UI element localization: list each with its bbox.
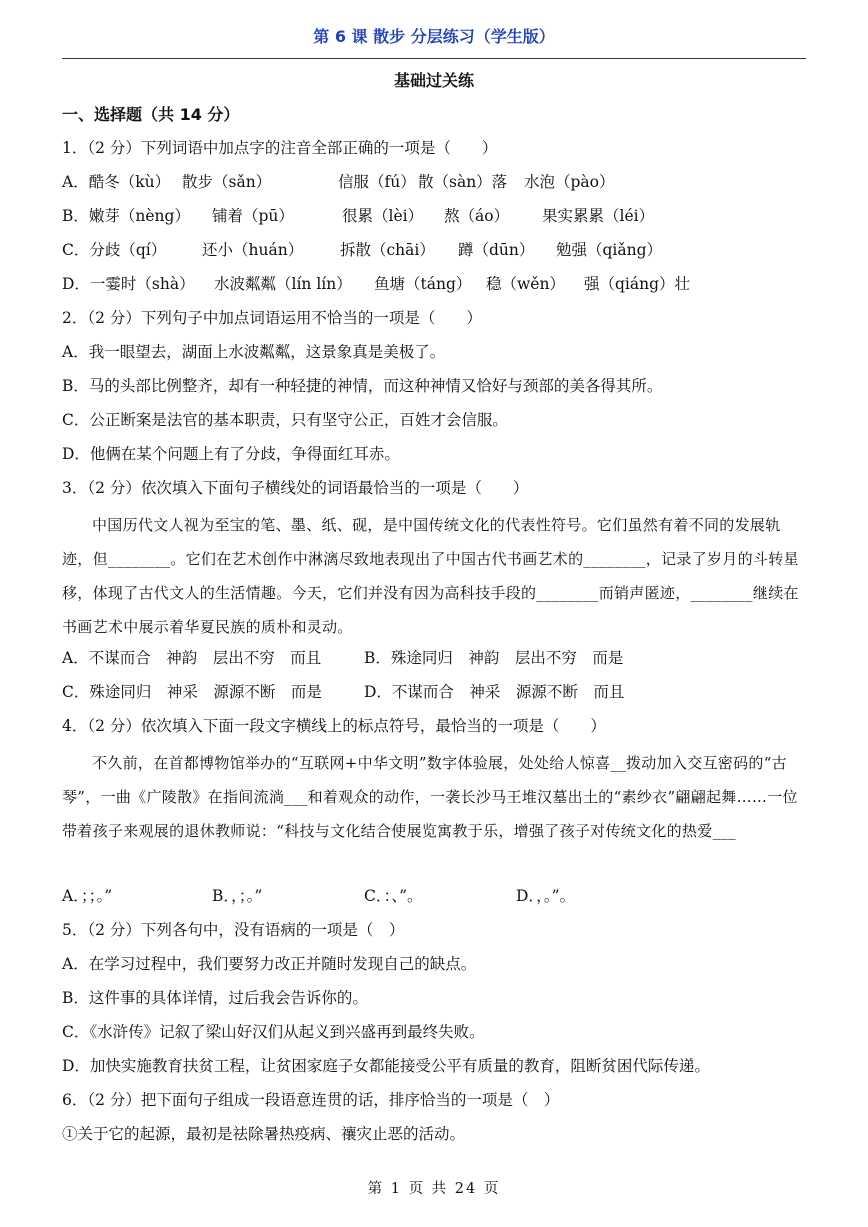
section-title: 基础过关练 xyxy=(393,71,474,90)
q4-option: A．；；。” xyxy=(62,887,113,905)
page-footer: 第 1 页 共 24 页 xyxy=(367,1181,501,1197)
q2-option-d: D．他俩在某个问题上有了分歧，争得面红耳赤。 xyxy=(62,445,400,463)
question-content xyxy=(62,134,810,1154)
q4-option: C．：、”。 xyxy=(364,887,423,905)
q3-option: C．殊途同归 神采 源源不断 而是 xyxy=(62,683,322,701)
q1-c-word: 拆散（chāi） xyxy=(340,241,435,259)
q6-sentence-1: ①关于它的起源，最初是祛除暑热疫病、禳灾止恶的活动。 xyxy=(62,1125,466,1143)
q3-stem: 3．（2 分）依次填入下面句子横线处的词语最恰当的一项是（ ） xyxy=(62,479,529,497)
q3-passage: 中国历代文人视为至宝的笔、墨、纸、砚，是中国传统文化的代表性符号。它们虽然有着不同的发展轨迹，但________。它们在艺术创作中淋漓尽致地表现出了中国古代书画艺术的________，记录了岁月的斗转星移，体现了古代文人的生活情趣。今天，它们并没有因为高科技手段的________而销声匿迹，________继续在书画艺术中展示着华夏民族的质朴和灵动。 xyxy=(62,516,799,636)
q5-option-b: B．这件事的具体详情，过后我会告诉你的。 xyxy=(62,989,368,1007)
document-header-title: 第 6 课 散步 分层练习（学生版） xyxy=(313,27,555,46)
q1-a-word: 散（sàn）落 xyxy=(418,173,508,191)
q1-d-word: D．一霎时（shà） xyxy=(62,275,195,293)
q4-options xyxy=(62,882,810,916)
q1-b-word: 果实累累（léi） xyxy=(542,207,655,225)
q2-stem: 2．（2 分）下列句子中加点词语运用不恰当的一项是（ ） xyxy=(62,309,482,327)
q6-stem: 6．（2 分）把下面句子组成一段语意连贯的话，排序恰当的一项是（ ） xyxy=(62,1091,560,1109)
q1-b-word: B．嫩芽（nèng） xyxy=(62,207,190,225)
q1-option-a xyxy=(62,168,810,202)
q5-option-c: C．《水浒传》记叙了梁山好汉们从起义到兴盛再到最终失败。 xyxy=(62,1023,485,1041)
q1-a-word: 信服（fú） xyxy=(338,173,416,191)
q1-stem: 1．（2 分）下列词语中加点字的注音全部正确的一项是（ ） xyxy=(62,139,498,157)
q1-c-word: 勉强（qiǎng） xyxy=(556,241,663,259)
q1-d-word: 水波粼粼（lín lín） xyxy=(214,275,352,293)
q3-options-row-2 xyxy=(62,678,810,712)
q4-stem: 4．（2 分）依次填入下面一段文字横线上的标点符号，最恰当的一项是（ ） xyxy=(62,717,606,735)
q5-stem: 5．（2 分）下列各句中，没有语病的一项是（ ） xyxy=(62,921,405,939)
q1-b-word: 熬（áo） xyxy=(444,207,510,225)
q1-b-word: 很累（lèi） xyxy=(342,207,424,225)
q4-option: D．，。”。 xyxy=(516,887,576,905)
q1-option-c xyxy=(62,236,810,270)
q1-d-word: 强（qiáng）壮 xyxy=(584,275,691,293)
q2-option-c: C．公正断案是法官的基本职责，只有坚守公正，百姓才会信服。 xyxy=(62,411,508,429)
q1-c-word: 还小（huán） xyxy=(202,241,304,259)
q5-option-d: D．加快实施教育扶贫工程，让贫困家庭子女都能接受公平有质量的教育，阻断贫困代际传递。 xyxy=(62,1057,710,1075)
q3-option: B．殊途同归 神韵 层出不穷 而是 xyxy=(364,649,624,667)
q3-option: D．不谋而合 神采 源源不断 而且 xyxy=(364,683,625,701)
q1-a-word: A．酷冬（kù） xyxy=(62,173,171,191)
q1-d-word: 稳（wěn） xyxy=(486,275,565,293)
q1-c-word: C．分歧（qí） xyxy=(62,241,167,259)
q1-d-word: 鱼塘（táng） xyxy=(374,275,472,293)
q1-a-word: 散步（sǎn） xyxy=(182,173,272,191)
q3-option: A．不谋而合 神韵 层出不穷 而且 xyxy=(62,649,322,667)
q1-option-b xyxy=(62,202,810,236)
q2-option-b: B．马的头部比例整齐，却有一种轻捷的神情，而这种神情又恰好与颈部的美各得其所。 xyxy=(62,377,663,395)
q3-options-row-1 xyxy=(62,644,810,678)
header-divider xyxy=(62,58,806,59)
q2-option-a: A．我一眼望去，湖面上水波粼粼，这景象真是美极了。 xyxy=(62,343,446,361)
q1-a-word: 水泡（pào） xyxy=(524,173,615,191)
q4-passage: 不久前，在首都博物馆举办的“互联网+中华文明”数字体验展，处处给人惊喜__拨动加入交互密码的“古琴”，一曲《广陵散》在指间流淌___和着观众的动作，一袭长沙马王堆汉墓出土的“素纱衣”翩翩起舞……一位带着孩子来观展的退休教师说：“科技与文化结合使展览寓教于乐，增强了孩子对传统文化的热爱___ xyxy=(62,754,798,840)
q5-option-a: A．在学习过程中，我们要努力改正并随时发现自己的缺点。 xyxy=(62,955,477,973)
part-title: 一、选择题（共 14 分） xyxy=(62,105,240,124)
q1-option-d xyxy=(62,270,810,304)
q1-b-word: 铺着（pū） xyxy=(212,207,294,225)
q4-option: B．，；。” xyxy=(212,887,263,905)
q1-c-word: 蹲（dūn） xyxy=(458,241,535,259)
